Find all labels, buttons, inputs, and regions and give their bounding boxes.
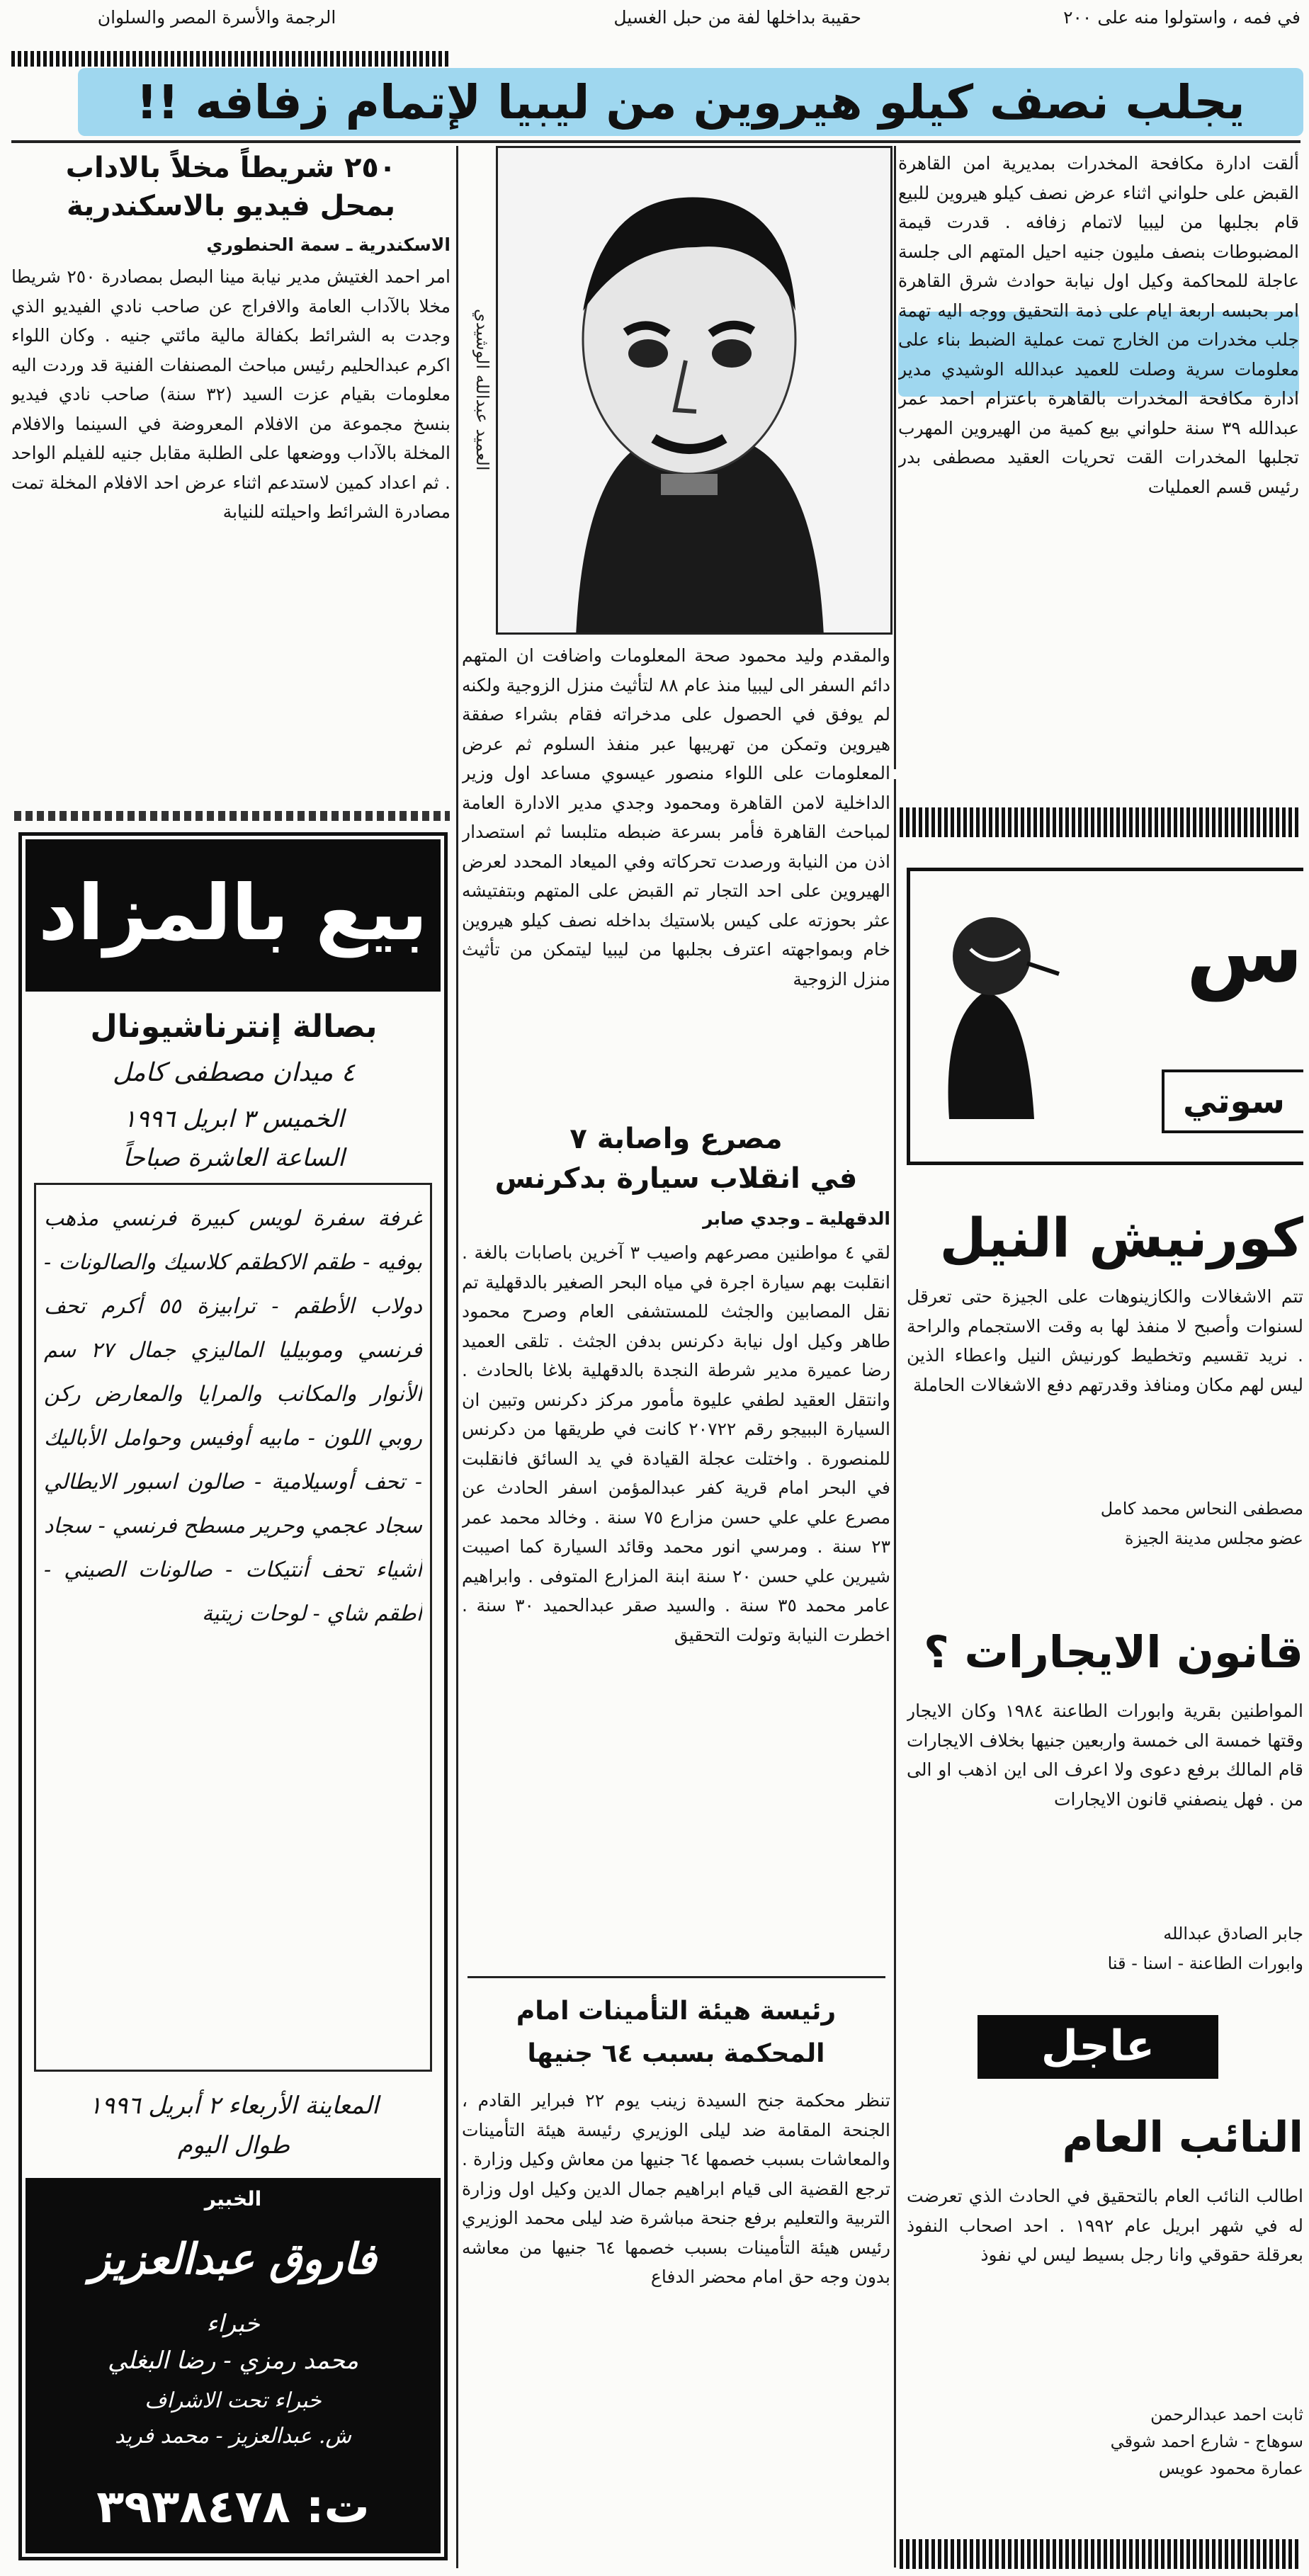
col-divider-3 (894, 779, 896, 2568)
accident-byline: الدقهلية ـ وجدي صابر (703, 1208, 890, 1229)
tamin-body: تنظر محكمة جنح السيدة زينب يوم ٢٢ فبراير القادم ، الجنحة المقامة ضد ليلى الوزيري رئيسة هيئة التأمينات والمعاشات بسبب خصمها ٦٤ جنيها من معاش وكيل وزارة . ترجع القضية الى قيام ابراهيم جمال الدين وكيل اول وزارة التربية والتعليم برفع جنحة مباشرة ضد ليلى محمد الوزيري رئيس هيئة التأمينات بسبب خصمها ٦٤ جنيها من معاشه بدون وجه حق امام محضر الدفاع (462, 2090, 890, 2287)
top-fragment-middle: حقيبة بداخلها لفة من حبل الغسيل (613, 7, 861, 28)
heroin-story-col1: ألقت ادارة مكافحة المخدرات بمديرية امن القاهرة القبض على حلواني اثناء عرض نصف كيلو هيروين للبيع قام بجلبها من ليبيا لاتمام زفافه . قدرت قيمة المضبوطات بنصف مليون جنيه احيل المتهم الى جلسة عاجلة للمحاكمة وكيل اول نيابة حوادث شرق القاهرة امر بحبسه اربعة ايام على ذمة التحقيق ووجه اليه تهمة جلب مخدرات من الخارج تمت عملية الضبط بناء على معلومات سرية وصلت للعميد عبدالله الوشيدي مدير ادارة مكافحة المخدرات بالقاهرة باعتزام احمد عمر عبدالله ٣٩ سنة حلواني بيع كمية من الهيروين المهرب تجلبها المخدرات القت تحريات العقيد مصطفى بدر رئيس قسم العمليات (898, 153, 1299, 497)
accident-headline: مصرع واصابة ٧ في انقلاب سيارة بدكرنس (494, 1123, 858, 1195)
prosecutor-signature: ثابت احمد عبدالرحمن سوهاج - شارع احمد شوقي عمارة محمود عويس (1110, 2405, 1303, 2478)
col-divider-2 (456, 146, 458, 2568)
video-story-headline: ٢٥٠ شريطاً مخلاً بالاداب بمحل فيديو بالاسكندرية (65, 152, 397, 222)
auction-date: الخميس ٣ ابريل ١٩٩٦ (123, 1105, 344, 1133)
heroin-story-col2: والمقدم وليد محمود صحة المعلومات واضافت ان المتهم دائم السفر الى ليبيا منذ عام ٨٨ لتأثيث منزل الزوجية ولكنه لم يوفق في الحصول على مدخراته فقام بشراء صفقة هيروين وتمكن من تهريبها عبر منفذ السلوم ثم عرض المعلومات على اللواء منصور عيسوي مساعد اول وزير الداخلية لامن القاهرة ومحمود وجدي مدير الادارة العامة لمباحث القاهرة فأمر بسرعة ضبطه متلبسا ثم استصدار اذن من النيابة ورصدت تحركاته وفي الميعاد المحدد لعرض الهيروين على احد التجار تم القبض على المتهم وبتفتيشه عثر بحوزته على كيس بلاستيك بداخله نصف كيلو هيروين خام وبمواجهته اعترف بجلبها من ليبيا ليتمكن من تأثيث منزل الزوجية (462, 645, 890, 989)
right-strip-bottom (900, 2539, 1300, 2569)
headline-rule (11, 140, 1300, 143)
rent-signature: جابر الصادق عبدالله وابورات الطاعنة - اسنا - قنا (1107, 1924, 1303, 1973)
cartoon-figure (921, 878, 1062, 1133)
tamin-headline: رئيسة هيئة التأمينات امام المحكمة بسبب ٦٤ جنيها (516, 1997, 837, 2068)
prosecutor-headline: النائب العام (1062, 2113, 1303, 2162)
partial-ad-label: سوتي (1162, 1069, 1303, 1133)
portrait-image (498, 148, 892, 635)
video-story-byline: الاسكندرية ـ سمة الحنطوري (206, 234, 450, 255)
top-fragment-right: في فمه ، واستولوا منه على ٢٠٠ (1063, 7, 1300, 28)
accident-body: لقي ٤ مواطنين مصرعهم واصيب ٣ آخرين باصابات بالغة . انقلبت بهم سيارة اجرة في مياه البحر الصغير بالدقهلية تم نقل المصابين والجثث للمستشفى العام وصرح محمود طاهر وكيل اول نيابة دكرنس بدفن الجثث . تلقى العميد رضا عميرة مدير شرطة النجدة بالدقهلية بلاغا بالحادث . وانتقل العقيد لطفي عليوة مأمور مركز دكرنس وتبين ان السيارة الببيجو رقم ٢٠٧٢٢ كانت في طريقها من دكرنس للمنصورة . واختلت عجلة القيادة في يد السائق فانقلبت في البحر امام قرية كفر عبدالمؤمن اسفر الحادث عن مصرع علي علي حسن مزارع ٧٥ سنة . وخالد محمد عمر ٢٣ سنة . ومرسي انور محمد وقائد السيارة كما اصيبت شيرين علي حسن ٢٠ سنة ابنة المزارع المتوفى . وابراهيم عامر محمد ٣٥ سنة . والسيد صقر عبدالحميد ٣٠ سنة . اخطرت النيابة وتولت التحقيق (462, 1242, 890, 1645)
top-fragment-left: الرجمة والأسرة المصر والسلوان (97, 7, 336, 28)
nile-signature: مصطفى النحاس محمد كامل عضو مجلس مدينة الجيزة (1100, 1499, 1303, 1548)
auction-experts: خبراء محمد رمزي - رضا البغلي (107, 2310, 359, 2375)
auction-items: غرفة سفرة لويس كبيرة فرنسي مذهب بوفيه - طقم الاكطقم كلاسيك والصالونات - دولاب الأطقم - ترابيزة ٥٥ أكرم تحف فرنسي وموبيليا الماليزي جمال ٢٧ سم الأنوار والمكانب والمرايا والمعارض ركن روبي اللون - مابيه أوفيس وحوامل الأباليك - تحف أوسيلامية - صالون اسبور الايطالي سجاد عجمي وحرير مسطح فرنسي - سجاد أشياء تحف أنتيكات - صالونات الصيني - أطقم شاي - لوحات زيتية (44, 1206, 422, 1626)
auction-address2: خبراء تحت الاشراف ش. عبدالعزيز - محمد فريد (114, 2388, 352, 2449)
right-strip-top (900, 807, 1300, 837)
auction-address: ٤ ميدان مصطفى كامل (112, 1058, 356, 1087)
auction-banner: بيع بالمزاد (26, 839, 441, 992)
auction-hall: بصالة إنترناشيونال (90, 1009, 378, 1045)
auction-expert-label: الخبير (204, 2187, 262, 2211)
section-divider (14, 811, 450, 821)
partial-ad-logo: س (1186, 903, 1303, 1002)
nile-body: تتم الاشغالات والكازينوهات على الجيزة حتى تعرقل لسنوات وأصبح لا منفذ لها به وقت الاستجمام والراحة . نريد تقسيم وتخطيط كورنيش النيل واعطاء الذين ليس لهم مكان ومنافذ وقدرتهم دفع الاشغالات الحاملة (907, 1286, 1303, 1395)
main-headline: يجلب نصف كيلو هيروين من ليبيا لإتمام زفافه !! (136, 75, 1245, 130)
photo-caption: العميد عبدالله الوشيدي (472, 308, 492, 471)
urgent-box: عاجل (978, 2015, 1218, 2079)
auction-phone: ت: ٣٩٣٨٤٧٨ (96, 2481, 370, 2534)
video-story-body: امر احمد الغتيش مدير نيابة مينا البصل بمصادرة ٢٥٠ شريطا مخلا بالآداب العامة والافراج عن صاحب نادي الفيديو الذي وجدت به الشرائط بكفالة مالية مائتي جنيه . وكان اللواء اكرم عبدالحليم رئيس مباحث المصنفات الفنية قد وردت اليه معلومات بقيام عزت السيد (٣٢ سنة) صاحب نادي فيديو بنسخ مجموعة من الافلام المعروضة في السينما والافلام المخلة بالآداب ووضعها على الطلبة مقابل جنيه للفيلم الواحد . ثم اعداد كمين لاستدعم اثناء عرض احد الافلام المخلة تمت مصادرة الشرائط واحيلته للنيابة (11, 266, 450, 522)
rent-body: المواطنين بقرية وابورات الطاعنة ١٩٨٤ وكان الايجار وقتها خمسة الى خمسة واربعين جنيها بخلاف الايجارات قام المالك برفع دعوى ولا اعرف الى اين اذهب او الى من . فهل ينصفني قانون الايجارات (907, 1701, 1303, 1810)
officer-photo (496, 146, 892, 635)
top-strip (11, 51, 450, 67)
prosecutor-body: اطالب النائب العام بالتحقيق في الحادث الذي تعرضت له في شهر ابريل عام ١٩٩٢ . احد اصحاب النفوذ بعرقلة حقوقي وانا رجل بسيط ليس لي نفوذ (907, 2186, 1303, 2265)
nile-headline: كورنيش النيل (939, 1206, 1303, 1269)
auction-expert-name: فاروق عبدالعزيز (89, 2235, 377, 2284)
auction-time: الساعة العاشرة صباحاً (123, 1144, 345, 1172)
rent-headline: قانون الايجارات ؟ (924, 1626, 1303, 1678)
col-divider-1 (894, 146, 896, 769)
accident-rule (468, 1976, 885, 1978)
auction-viewing: المعاينة الأربعاء ٢ أبريل ١٩٩٦ طوال اليوم (89, 2092, 379, 2160)
